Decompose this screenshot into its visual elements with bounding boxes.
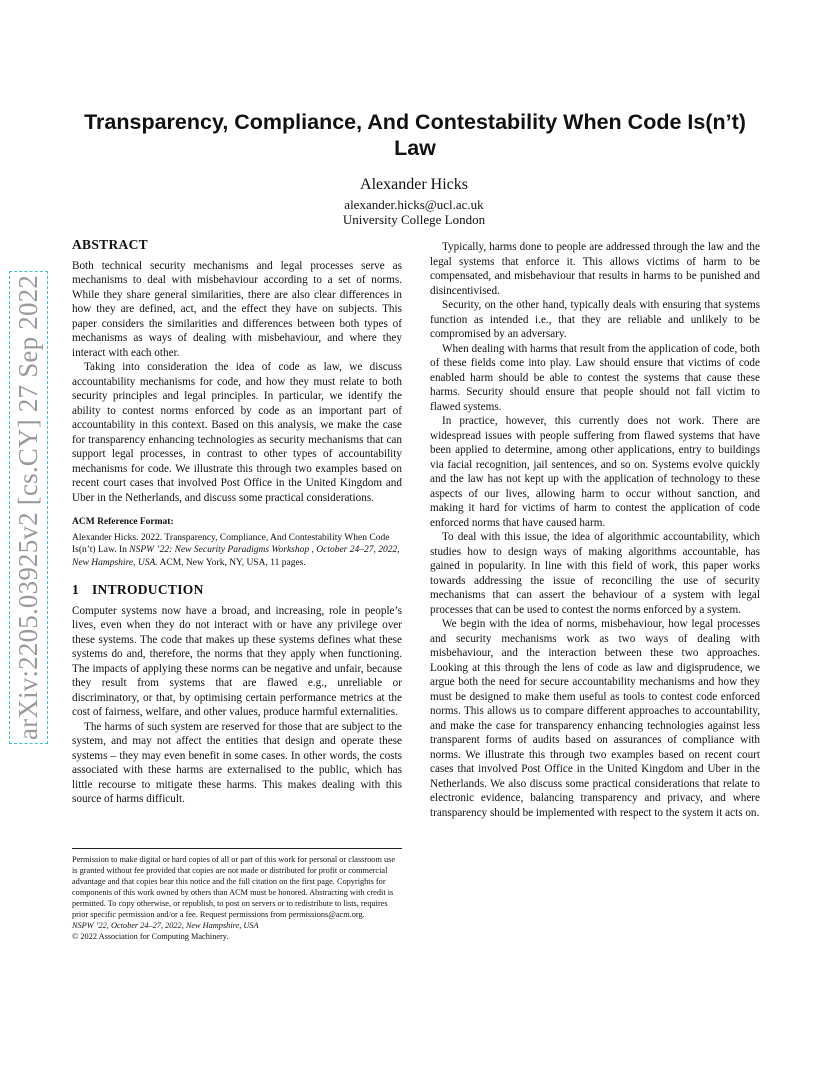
introduction-paragraph: Security, on the other hand, typically deals with ensuring that systems function as intended i.e., that they are reliable and unlikely to be compromised by an adversary. [430,299,760,340]
right-column [430,240,760,820]
author-email: alexander.hicks@ucl.ac.uk [344,197,484,212]
section-title: INTRODUCTION [92,582,204,597]
acm-reference-venue: NSPW ’22: New Security Paradigms Workshop , October 24–27, 2022, New Hampshire, USA. [72,545,400,568]
acm-reference-prefix: Alexander Hicks. 2022. Transparency, Compliance, And Contestability When Code Is(n’t) Law. In [72,532,390,555]
author-affiliation: University College London [342,212,486,227]
acm-reference-heading: ACM Reference Format: [72,517,174,527]
introduction-paragraph: We begin with the idea of norms, misbehaviour, how legal processes and security mechanisms work as two ways of dealing with misbehaviour, and the interaction between these two approaches. Looking at this through the lens of code as law and digisprudence, we argue both the need for secure accountability mechanisms and how they must be designed to make them useful as tools to contest code enforced norms. This allows us to compare different approaches to accountability, and make the case for transparency enhancing technologies against less transparent forms of audits based on assurances of compliance with norms. We illustrate this through two examples based on recent court cases that involved Post Office in the United Kingdom and Uber in the Netherlands. We also discuss some practical considerations that relate to electronic evidence, balancing transparency and privacy, and where transparency should be implemented with respect to the system it acts on. [430,618,760,819]
introduction-paragraph: In practice, however, this currently does not work. There are widespread issues with people suffering from flawed systems that have been applied to determine, among other applications, entry to buildings via facial recognition, jail sentences, and so on. Systems evolve quickly and the law has not kept up with the application of technology to these aspects of our lives, allowing harm to occur without sanction, and making it hard for victims of harm to contest the application of code enforced norms that have caused harm. [430,415,760,529]
section-number: 1 [72,582,80,597]
abstract-paragraph: Both technical security mechanisms and legal processes serve as mechanisms to deal with misbehaviour according to a set of norms. While they share general similarities, there are also clear differences in how they are defined, act, and the effect they have on subjects. This paper considers the similarities and differences between both types of mechanisms as ways of dealing with misbehaviour, and where they interact with each other. [72,259,402,359]
acm-reference-text [72,532,402,570]
abstract-heading: ABSTRACT [72,237,148,252]
introduction-paragraph: When dealing with harms that result from the application of code, both of these fields come into play. Law should ensure that victims of code enabled harm should be able to contest the systems that cause these harms. Security should ensure that people should not fall victim to flawed systems. [430,342,760,413]
abstract-paragraph: Taking into consideration the idea of code as law, we discuss accountability mechanisms for code, and how they must relate to both security principles and legal principles. In particular, we identify the ability to contest norms enforced by code as an important part of accountability in this context. Based on this analysis, we make the case for transparency enhancing technologies as security mechanisms that can support legal processes, in contrast to other types of accountability mechanisms for code. We illustrate this through two examples based on recent court cases that involved Post Office in the United Kingdom and Uber in the Netherlands, and discuss some practical considerations. [72,361,402,504]
paper-title: Transparency, Compliance, And Contestability When Code Is(n’t) Law [84,110,746,160]
permission-text: Permission to make digital or hard copies of all or part of this work for personal or classroom use is granted without fee provided that copies are not made or distributed for profit or commercial advantage and that copies bear this notice and the full citation on the first page. Copyrights for components of this work owned by others than ACM must be honored. Abstracting with credit is permitted. To copy otherwise, or republish, to post on servers or to redistribute to lists, requires prior specific permission and/or a fee. Request permissions from permissions@acm.org. [72,855,396,919]
arxiv-side-stamp: arXiv:2205.03925v2 [cs.CY] 27 Sep 2022 [13,274,43,740]
introduction-paragraph: The harms of such system are reserved for those that are subject to the system, and may not affect the entities that design and operate these systems – they may even benefit in some cases. In other words, the costs associated with these harms are externalised to the public, which has little recourse to mitigate these harms. This makes dealing with this source of harms difficult. [72,720,402,805]
introduction-heading [72,583,402,598]
introduction-paragraph: Typically, harms done to people are addressed through the law and the legal systems that enforce it. This allows victims of harm to be compensated, and misbehaviour that results in harms to be punished and disincentivised. [430,241,760,297]
footnote-copyright: © 2022 Association for Computing Machinery. [72,932,229,941]
introduction-paragraph: Computer systems now have a broad, and increasing, role in people’s lives, even when they do not interact with or have any privilege over these systems. The code that makes up these systems defines what these systems do and, therefore, the norms that they apply when functioning. The impacts of applying these norms can be negative and unfair, because they result from systems that are flawed e.g., unreliable or discriminatory, or that, by optimising certain performance metrics at the cost of fairness, welfare, and other values, produce harmful externalities. [72,604,402,718]
left-column [72,238,402,807]
introduction-paragraph: To deal with this issue, the idea of algorithmic accountability, which studies how to design ways of making algorithms accountable, has gained in popularity. In line with this field of work, this paper works towards addressing the issue of reconciling the use of security mechanisms that can assert the behaviour of a system with legal processes that can be used to contest the norms enforced by a system. [430,531,760,616]
acm-reference-suffix: ACM, New York, NY, USA, 11 pages. [157,557,306,568]
permission-footnote [72,848,402,942]
author-name: Alexander Hicks [360,176,468,193]
footnote-venue: NSPW ’22, October 24–27, 2022, New Hampshire, USA [72,921,259,930]
